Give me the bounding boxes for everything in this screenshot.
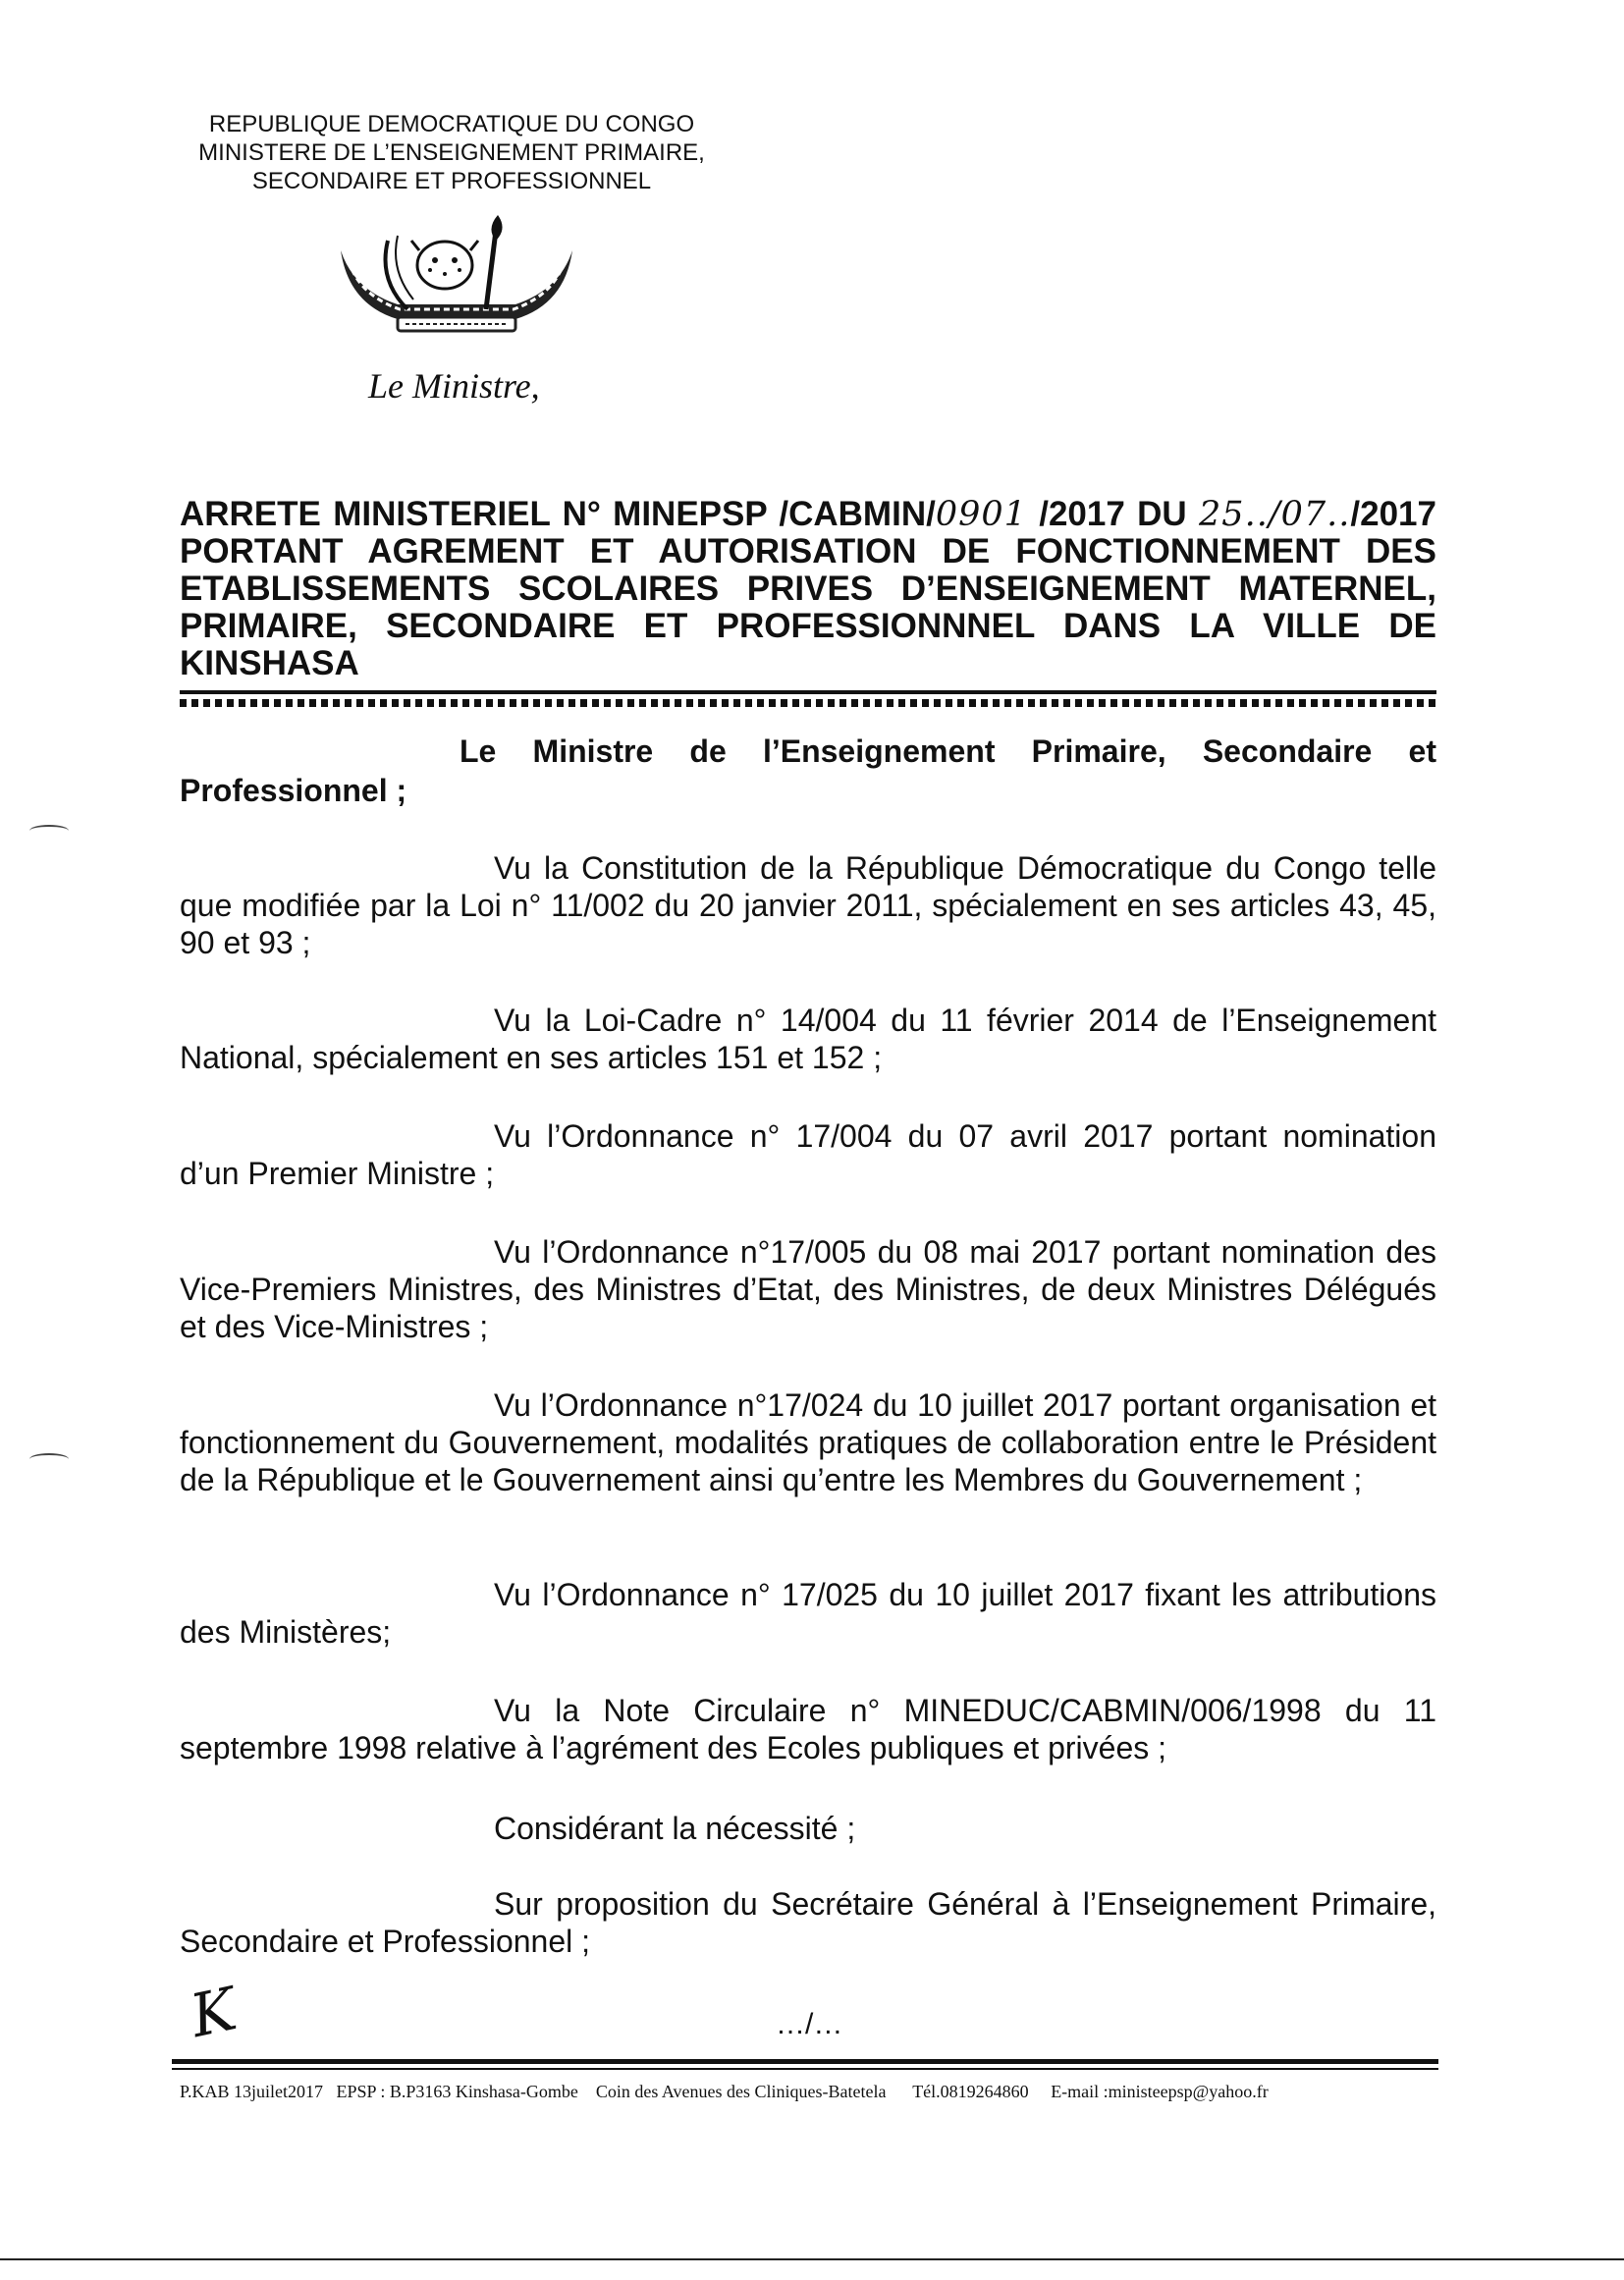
header-ministry: MINISTERE DE L’ENSEIGNEMENT PRIMAIRE, bbox=[198, 139, 705, 166]
preamble-paragraph-6 bbox=[180, 1576, 1436, 1651]
preamble-paragraph-7 bbox=[180, 1692, 1436, 1766]
preamble-paragraph-3 bbox=[180, 1117, 1436, 1192]
footer-address: EPSP : B.P3163 Kinshasa-Gombe bbox=[336, 2082, 578, 2101]
footer-info bbox=[180, 2082, 1446, 2102]
header-ministry-cont: SECONDAIRE ET PROFESSIONNEL bbox=[251, 168, 652, 194]
decree-year-du: /2017 DU bbox=[1039, 495, 1187, 533]
paragraph-text: Considérant la nécessité ; bbox=[494, 1811, 856, 1846]
footer-email[interactable]: E-mail :ministeepsp@yahoo.fr bbox=[1051, 2082, 1269, 2101]
paragraph-text: Vu l’Ordonnance n° 17/004 du 07 avril 2017 portant nomination d’un Premier Ministre ; bbox=[180, 1118, 1436, 1191]
title-line-4: PRIMAIRE, SECONDAIRE ET PROFESSIONNNEL DANS LA VILLE DE bbox=[180, 607, 1436, 645]
preamble-paragraph-2 bbox=[180, 1002, 1436, 1076]
handwritten-decree-date: 25../07.. bbox=[1199, 495, 1351, 534]
title-line-5: KINSHASA bbox=[180, 644, 359, 682]
preamble-paragraph-1 bbox=[180, 849, 1436, 961]
decree-title bbox=[180, 496, 1436, 682]
scan-mark-left-2 bbox=[29, 1453, 69, 1465]
intro-text: Le Ministre de l’Enseignement Primaire, Secondaire et Professionnel ; bbox=[180, 733, 1436, 808]
preamble-paragraph-5 bbox=[180, 1386, 1436, 1498]
preamble-paragraph-9 bbox=[180, 1885, 1436, 1960]
title-line-3: ETABLISSEMENTS SCOLAIRES PRIVES D’ENSEIGNEMENT MATERNEL, bbox=[180, 570, 1436, 608]
paragraph-text: Vu l’Ordonnance n° 17/025 du 10 juillet 2017 fixant les attributions des Ministères; bbox=[180, 1577, 1436, 1650]
footer-location: Coin des Avenues des Cliniques-Batetela bbox=[595, 2082, 887, 2101]
title-line-2: PORTANT AGREMENT ET AUTORISATION DE FONCTIONNEMENT DES bbox=[180, 532, 1436, 570]
page-continuation-mark: …/… bbox=[776, 2008, 843, 2040]
title-separator-dotted bbox=[180, 699, 1436, 707]
paragraph-text: Vu l’Ordonnance n°17/005 du 08 mai 2017 portant nomination des Vice-Premiers Ministres, des Ministres d’Etat, des Ministres, de deux Ministres Délégués et des Vice-Ministres ; bbox=[180, 1234, 1436, 1344]
decree-year-end: /2017 bbox=[1350, 495, 1436, 533]
paragraph-text: Vu la Loi-Cadre n° 14/004 du 11 février 2014 de l’Enseignement National, spécialement en ses articles 151 et 152 ; bbox=[180, 1003, 1436, 1075]
paragraph-text: Vu la Note Circulaire n° MINEDUC/CABMIN/006/1998 du 11 septembre 1998 relative à l’agrément des Ecoles publiques et privées ; bbox=[180, 1693, 1436, 1765]
decree-reference-prefix: ARRETE MINISTERIEL N° MINEPSP /CABMIN/ bbox=[180, 495, 936, 533]
coat-of-arms-emblem bbox=[329, 211, 584, 339]
paragraph-text: Sur proposition du Secrétaire Général à l’Enseignement Primaire, Secondaire et Professionnel ; bbox=[180, 1886, 1436, 1959]
scan-mark-left-1 bbox=[29, 825, 69, 837]
handwritten-decree-number: 0901 bbox=[935, 495, 1027, 534]
preamble-paragraph-4 bbox=[180, 1233, 1436, 1345]
footer-phone: Tél.0819264860 bbox=[912, 2082, 1029, 2101]
scan-bottom-line bbox=[0, 2258, 1624, 2260]
footer-rule-thick bbox=[172, 2059, 1438, 2064]
title-separator-solid bbox=[180, 690, 1436, 694]
minister-signatory: Le Ministre, bbox=[368, 366, 540, 406]
title-line-1 bbox=[180, 496, 1436, 533]
paragraph-text: Vu la Constitution de la République Démocratique du Congo telle que modifiée par la Loi n° 11/002 du 20 janvier 2011, spécialement en ses articles 43, 45, 90 et 93 ; bbox=[180, 850, 1436, 960]
footer-reference: P.KAB 13juilet2017 bbox=[180, 2082, 324, 2101]
intro-minister bbox=[180, 732, 1436, 810]
paragraph-text: Vu l’Ordonnance n°17/024 du 10 juillet 2017 portant organisation et fonctionnement du Gouvernement, modalités pratiques de collaboration entre le Président de la République et le Gouvernement ainsi qu’entre les Membres du Gouvernement ; bbox=[180, 1387, 1436, 1497]
handwritten-initials: K bbox=[185, 1975, 244, 2051]
header-country: REPUBLIQUE DEMOCRATIQUE DU CONGO bbox=[208, 111, 695, 137]
preamble-paragraph-8 bbox=[180, 1810, 1436, 1847]
footer-rule-thin bbox=[172, 2068, 1438, 2070]
